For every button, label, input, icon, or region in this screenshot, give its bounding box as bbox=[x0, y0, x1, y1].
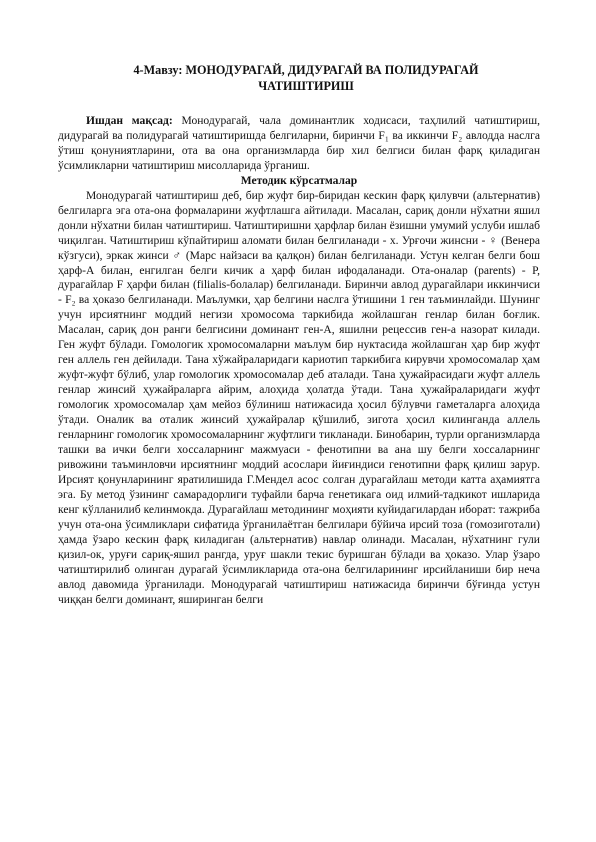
goal-label: Ишдан мақсад: bbox=[86, 115, 173, 127]
goal-text: Монодурагай, чала доминантлик ходисаси, таҳлилий чатиштириш, дидурагай ва полидурагай чатиштиришда белгиларни, биринчи F₁ ва иккинчи F₂ авлодда наслга ўтиш қонуниятларини, ота ва она организмларда бир хил белгиси билан фарқ қиладиган ўсимликларни чатиштириш мисолларида ўрганиш. bbox=[58, 115, 541, 172]
section-heading: Методик кўрсатмалар bbox=[240, 174, 358, 187]
body-paragraph: Монодурагай чатиштириш деб, бир жуфт бир-биридан кескин фарқ қилувчи (альтернатив) белгиларга эга ота-она формаларини жуфтлашга айтилади. Масалан, сариқ донли нўхатни яшил донли нўхатни билан чатиштириш. Чатиштиришни ҳарфлар билан ёзишни умумий услуби ишлаб чиқилган. Чатиштириш кўпайтириш аломати билан белгиланади - х. Урғочи жинсни - ♀ (Венера кўзгуси), эркак жинси ♂ (Марс найзаси ва қалқон) билан белгиланади. Устун келган белги бош ҳарф-А билан, енгилган белги кичик а ҳарф билан ифодаланади. Ота-оналар (parents) - Р, дурагайлар F ҳарфи билан (filialis-болалар) белгиланади. Биринчи авлод дурагайлари иккинчиси - F₂ ва ҳоказо белгиланади. Маълумки, ҳар белгини наслга ўтишини 1 ген таъминлайди. Шунинг учун ирсиятнинг моддий негизи хромосома таркибида жойлашган генлар билан боғлик. Масалан, сариқ дон ранги белгисини доминант ген-А, яшилни рецессив ген-а назорат килади. Ген жуфт бўлади. Гомологик хромосомаларни маълум бир нуктасида жойлашган ҳар бир жуфт ген аллель ген дейилади. Тана хўжайраларидаги кариотип таркибига кирувчи хромосомалар ҳам жуфт-жуфт бўлиб, улар гомологик хромосомалар деб аталади. Тана ҳужайрасидаги жуфт аллель генлар жинсий ҳужайраларга айрим, алоҳида ҳолатда ўтади. Тана ҳужайраларидаги жуфт гомологик хромосомалар ҳам мейоз бўлиниш натижасида ҳосил бўлувчи гаметаларга алоҳида ўтади. Оналик ва оталик жинсий ҳужайралар қўшилиб, зигота ҳосил килинганда аллель генларнинг гомологик хромосомаларнинг жуфтлиги тикланади. Бинобарин, турли организмларда ташки ва ички белги хоссаларнинг мажмуаси - фенотипни ва ана шу белги хоссаларнинг ривожини таъминловчи ирсиятнинг моддий асослари йиғиндиси генотипни фарқ қилиш зарур. Ирсият қонунларининг яратилишида Г.Мендел асос солган дурагайлаш методи катта аҳамиятга эга. Бу метод ўзининг самарадорлиги туфайли барча генетикага оид илмий-тадкикот ишларида кенг кўлланилиб келинмокда. Дурагайлаш методининг моҳияти куйидагилардан иборат: тажриба учун ота-она ўсимликлари сифатида ўрганилаётган белгилари бўйича ирсий тоза (гомозиготали) ҳамда ўзаро кескин фарқ киладиган (альтернатив) навлар олинади. Масалан, нўхатнинг гули қизил-ок, уруғи сариқ-яшил рангда, уруғ шакли текис буришган бўлади ва ҳоказо. Улар ўзаро чатиштирилиб олинган дурагай ўсимликларида ота-она белгиларининг ирсийланиши бир неча авлод давомида ўрганилади. Монодурагай чатиштириш натижасида биринчи бўғинда устун чиққан белги доминант, яширинган белги bbox=[58, 189, 540, 606]
document-page bbox=[58, 62, 540, 607]
title-line-2: ЧАТИШТИРИШ bbox=[258, 79, 354, 93]
goal-paragraph bbox=[58, 114, 540, 174]
document-title bbox=[58, 62, 540, 94]
title-line-1: 4-Мавзу: МОНОДУРАГАЙ, ДИДУРАГАЙ ВА ПОЛИДУРАГАЙ bbox=[133, 63, 479, 77]
